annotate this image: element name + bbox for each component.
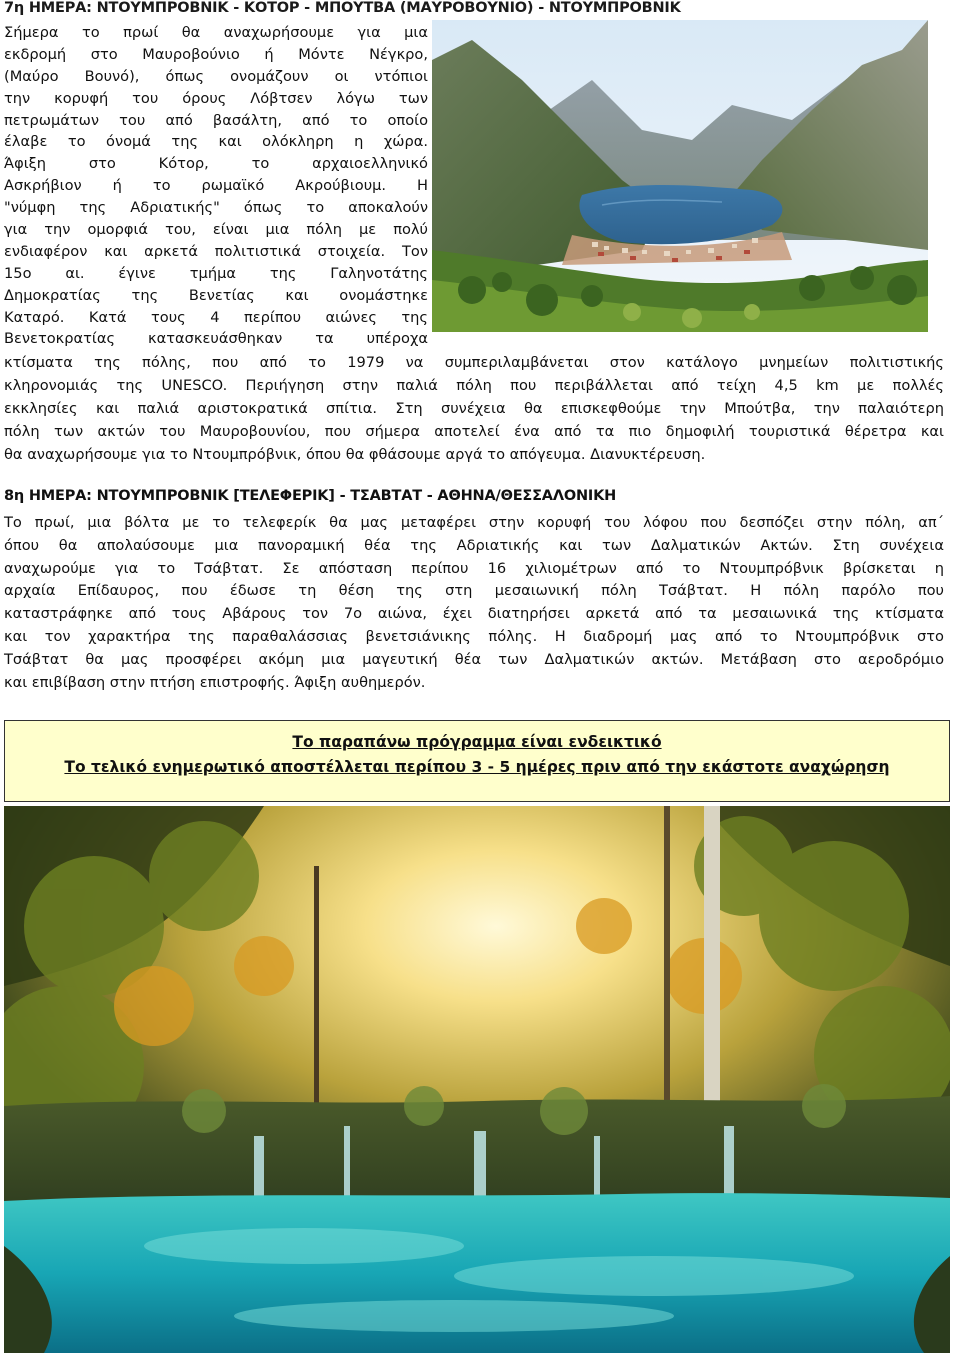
text-line: πετρωμάτων του από βασάλτη, από το οποίο: [4, 111, 428, 129]
text-line: Το πρωί, μια βόλτα με το τελεφερίκ θα μας μεταφέρει στην κορυφή του λόφου που δεσπόζει στην πόλη, απ΄: [4, 514, 944, 531]
indicative-program-notice: [4, 720, 950, 802]
text-line: για την ομορφιά του, είναι μια πόλη με πολύ: [4, 221, 428, 239]
text-line: όπου θα απολαύσουμε μια πανοραμική θέα της Αδριατικής και των Δαλματικών Ακτών. Στη συνέχεια: [4, 536, 944, 554]
text-line: Βενετοκρατίας κατασκευάσθηκαν τα υπέροχα: [4, 330, 428, 348]
text-line: Καταρό. Κατά τους 4 περίπου αιώνες της: [4, 308, 428, 326]
text-line: ενδιαφέρον και αρκετά πολιτιστικά στοιχεία. Τον: [4, 242, 428, 260]
text-line: πόλη των ακτών του Μαυροβουνίου, που σήμερα αποτελεί ένα από τα πιο δημοφιλή τουριστικά θέρετρα και: [4, 423, 944, 440]
text-line: και τον χαρακτήρα της παραθαλάσσιας βενετσιάνικης πόλης. Η διαδρομή μας από το Ντουμπρόβνικ στο: [4, 627, 944, 645]
text-line: (Μαύρο Βουνό), όπως ονομάζουν οι ντόπιοι: [4, 67, 428, 85]
day7-intro-paragraph: [4, 22, 428, 350]
text-line: Δημοκρατίας της Βενετίας και ονομάστηκε: [4, 286, 428, 304]
text-line: αναχωρούμε για το Τσάβτατ. Σε απόσταση περίπου 16 χιλιομέτρων από το Ντουμπρόβνικ βρίσκεται η: [4, 559, 944, 577]
text-line: 15ο αι. έγινε τμήμα της Γαληνοτάτης: [4, 264, 428, 282]
text-line: Σήμερα το πρωί θα αναχωρήσουμε για μια: [4, 24, 428, 41]
text-line: Τσάβτατ θα μας προσφέρει ακόμη μια μαγευτική θέα των Δαλματικών ακτών. Μετάβαση στο αεροδρόμιο: [4, 650, 944, 668]
text-line: και επιβίβαση στην πτήση επιστροφής. Άφιξη αυθημερόν.: [4, 673, 426, 691]
text-line: "νύμφη της Αδριατικής" όπως το αποκαλούν: [4, 199, 428, 217]
text-line: θα αναχωρήσουμε για το Ντουμπρόβνικ, όπου θα φθάσουμε αργά το απόγευμα. Διανυκτέρευση.: [4, 446, 706, 463]
text-line: κληρονομιάς της UNESCO. Περιήγηση στην παλιά πόλη που περιβάλλεται από τείχη 4,5 km με πολλές: [4, 377, 944, 394]
kotor-bay-photo: [432, 20, 928, 332]
text-line: αρχαία Επίδαυρος, που έδωσε τη θέση της στη μεσαιωνική πόλη Τσάβτατ. Η πόλη παρόλο που: [4, 582, 944, 600]
text-line: εκκλησίες και παλιά αριστοκρατικά σπίτια. Στη συνέχεια θα επισκεφθούμε την Μπούτβα, την παλαιότερη: [4, 400, 944, 417]
text-line: κτίσματα της πόλης, που από το 1979 να συμπεριλαμβάνεται στον κατάλογο μνημείων πολιτιστικής: [4, 354, 944, 371]
day8-paragraph: [4, 512, 944, 694]
text-line: Ασκρήβιον ή το ρωμαϊκό Ακρούβιουμ. Η: [4, 177, 428, 195]
day7-continuation-paragraph: [4, 351, 944, 466]
text-line: εκδρομή στο Μαυροβούνιο ή Μόντε Νέγκρο,: [4, 45, 428, 63]
notice-line-1: Το παραπάνω πρόγραμμα είναι ενδεικτικό: [292, 733, 662, 751]
notice-line-2: Το τελικό ενημερωτικό αποστέλλεται περίπου 3 - 5 ημέρες πριν από την εκάστοτε αναχώρηση: [64, 758, 890, 776]
day7-title: 7η ΗΜΕΡΑ: ΝΤΟΥΜΠΡΟΒΝΙΚ - ΚΟΤΟΡ - ΜΠΟΥΤΒΑ (ΜΑΥΡΟΒΟΥΝΙΟ) - ΝΤΟΥΜΠΡΟΒΝΙΚ: [4, 0, 681, 16]
text-line: καταστράφηκε από τους Αβάρους τον 7ο αιώνα, έχει διατηρήσει αρκετά από τα μεσαιωνικά της κτίσματα: [4, 605, 944, 623]
plitvice-lake-photo: [4, 806, 950, 1353]
text-line: την κορυφή του όρους Λόβτσεν λόγω των: [4, 89, 428, 107]
day8-title: 8η ΗΜΕΡΑ: ΝΤΟΥΜΠΡΟΒΝΙΚ [ΤΕΛΕΦΕΡΙΚ] - ΤΣΑΒΤΑΤ - ΑΘΗΝΑ/ΘΕΣΣΑΛΟΝΙΚΗ: [4, 488, 617, 504]
text-line: έλαβε το όνομά της και ολόκληρη η χώρα.: [4, 133, 428, 151]
text-line: Άφιξη στο Κότορ, το αρχαιοελληνικό: [4, 155, 428, 173]
